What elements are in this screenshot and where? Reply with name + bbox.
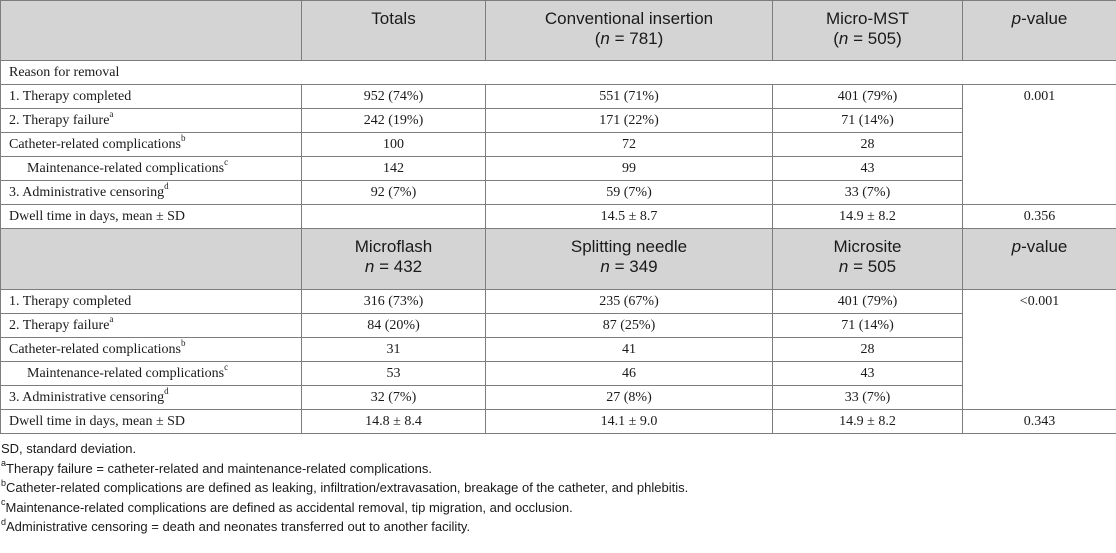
header-micromst xyxy=(773,1,963,61)
dwell-row xyxy=(1,410,1116,434)
cell-conventional: 14.5 ± 8.7 xyxy=(486,205,773,229)
header-microsite xyxy=(773,229,963,290)
table-row xyxy=(1,362,1116,386)
cell-totals: 92 (7%) xyxy=(302,181,486,205)
row-label: 3. Administrative censoring$^d$ xyxy=(1,181,302,205)
cell-microsite: 14.9 ± 8.2 xyxy=(773,410,963,434)
dwell-pvalue: 0.356 xyxy=(963,205,1116,229)
group-label: Reason for removal xyxy=(1,61,1116,85)
header-conventional-title: Conventional insertion xyxy=(544,9,714,28)
header-splitting-title: Splitting needle xyxy=(570,237,688,256)
section2-header-row xyxy=(1,229,1116,290)
pvalue-cell: <0.001 xyxy=(963,290,1116,410)
cell-microflash: 32 (7%) xyxy=(302,386,486,410)
header-totals-text: Totals xyxy=(371,9,416,28)
cell-micromst: 14.9 ± 8.2 xyxy=(773,205,963,229)
pvalue-cell: 0.001 xyxy=(963,85,1116,205)
footnote: $^a$Therapy failure = catheter-related and maintenance-related complications. xyxy=(1,458,433,476)
table-row xyxy=(1,85,1116,109)
cell-microsite: 43 xyxy=(773,362,963,386)
cell-microsite: 28 xyxy=(773,338,963,362)
cell-conventional: 551 (71%) xyxy=(486,85,773,109)
dwell-label: Dwell time in days, mean ± SD xyxy=(1,205,302,229)
header-micromst-title: Micro-MST xyxy=(825,9,910,28)
cell-microflash: 316 (73%) xyxy=(302,290,486,314)
header-blank-cell xyxy=(1,229,302,290)
header-microflash xyxy=(302,229,486,290)
row-label: 1. Therapy completed xyxy=(1,85,302,109)
cell-totals: 242 (19%) xyxy=(302,109,486,133)
cell-micromst: 71 (14%) xyxy=(773,109,963,133)
table-row xyxy=(1,386,1116,410)
footnote: $^b$Catheter-related complications are defined as leaking, infiltration/extravasation, breakage of the catheter, and phlebitis. xyxy=(1,477,689,495)
table-row xyxy=(1,181,1116,205)
row-label: 3. Administrative censoring$^d$ xyxy=(1,386,302,410)
cell-totals: 100 xyxy=(302,133,486,157)
cell-conventional: 59 (7%) xyxy=(486,181,773,205)
dwell-label: Dwell time in days, mean ± SD xyxy=(1,410,302,434)
row-label: 2. Therapy failure$^a$ xyxy=(1,109,302,133)
cell-splitting: 41 xyxy=(486,338,773,362)
cell-microsite: 33 (7%) xyxy=(773,386,963,410)
table-row xyxy=(1,314,1116,338)
header-microsite-n: n = 505 xyxy=(838,257,897,276)
header-conventional-n: (n = 781) xyxy=(594,29,664,48)
table-row xyxy=(1,157,1116,181)
cell-micromst: 401 (79%) xyxy=(773,85,963,109)
row-label: Maintenance-related complications$^c$ xyxy=(1,157,302,181)
cell-conventional: 72 xyxy=(486,133,773,157)
footnote: $^c$Maintenance-related complications are defined as accidental removal, tip migration, and occlusion. xyxy=(1,497,573,515)
header-microflash-title: Microflash xyxy=(354,237,433,256)
footnotes xyxy=(0,434,1116,537)
cell-splitting: 27 (8%) xyxy=(486,386,773,410)
header-micromst-n: (n = 505) xyxy=(833,29,902,48)
table-row xyxy=(1,290,1116,314)
header-totals xyxy=(302,1,486,61)
cell-totals: 142 xyxy=(302,157,486,181)
cell-microflash: 53 xyxy=(302,362,486,386)
cell-microflash: 31 xyxy=(302,338,486,362)
header-splitting-n: n = 349 xyxy=(600,257,658,276)
header-conventional xyxy=(486,1,773,61)
cell-splitting: 87 (25%) xyxy=(486,314,773,338)
cell-conventional: 171 (22%) xyxy=(486,109,773,133)
row-label: Catheter-related complications$^b$ xyxy=(1,133,302,157)
cell-totals: 952 (74%) xyxy=(302,85,486,109)
row-label: Maintenance-related complications$^c$ xyxy=(1,362,302,386)
dwell-row xyxy=(1,205,1116,229)
table-row xyxy=(1,109,1116,133)
group-row xyxy=(1,61,1116,85)
cell-microflash: 14.8 ± 8.4 xyxy=(302,410,486,434)
row-label: 1. Therapy completed xyxy=(1,290,302,314)
cell-microsite: 71 (14%) xyxy=(773,314,963,338)
footnote: SD, standard deviation. xyxy=(1,441,137,456)
section1-header-row xyxy=(1,1,1116,61)
header-pvalue: p-value xyxy=(963,229,1116,290)
cell-totals xyxy=(302,205,486,229)
row-label: 2. Therapy failure$^a$ xyxy=(1,314,302,338)
dwell-pvalue: 0.343 xyxy=(963,410,1116,434)
cell-splitting: 14.1 ± 9.0 xyxy=(486,410,773,434)
row-label: Catheter-related complications$^b$ xyxy=(1,338,302,362)
header-pvalue: p-value xyxy=(963,1,1116,61)
cell-splitting: 46 xyxy=(486,362,773,386)
cell-conventional: 99 xyxy=(486,157,773,181)
header-splitting xyxy=(486,229,773,290)
header-blank-cell xyxy=(1,1,302,61)
cell-microflash: 84 (20%) xyxy=(302,314,486,338)
cell-micromst: 28 xyxy=(773,133,963,157)
footnote: $^d$Administrative censoring = death and neonates transferred out to another facility. xyxy=(1,516,471,534)
header-microsite-title: Microsite xyxy=(833,237,902,256)
table-row xyxy=(1,338,1116,362)
cell-micromst: 43 xyxy=(773,157,963,181)
cell-splitting: 235 (67%) xyxy=(486,290,773,314)
header-microflash-n: n = 432 xyxy=(364,257,423,276)
cell-micromst: 33 (7%) xyxy=(773,181,963,205)
table-row xyxy=(1,133,1116,157)
cell-microsite: 401 (79%) xyxy=(773,290,963,314)
